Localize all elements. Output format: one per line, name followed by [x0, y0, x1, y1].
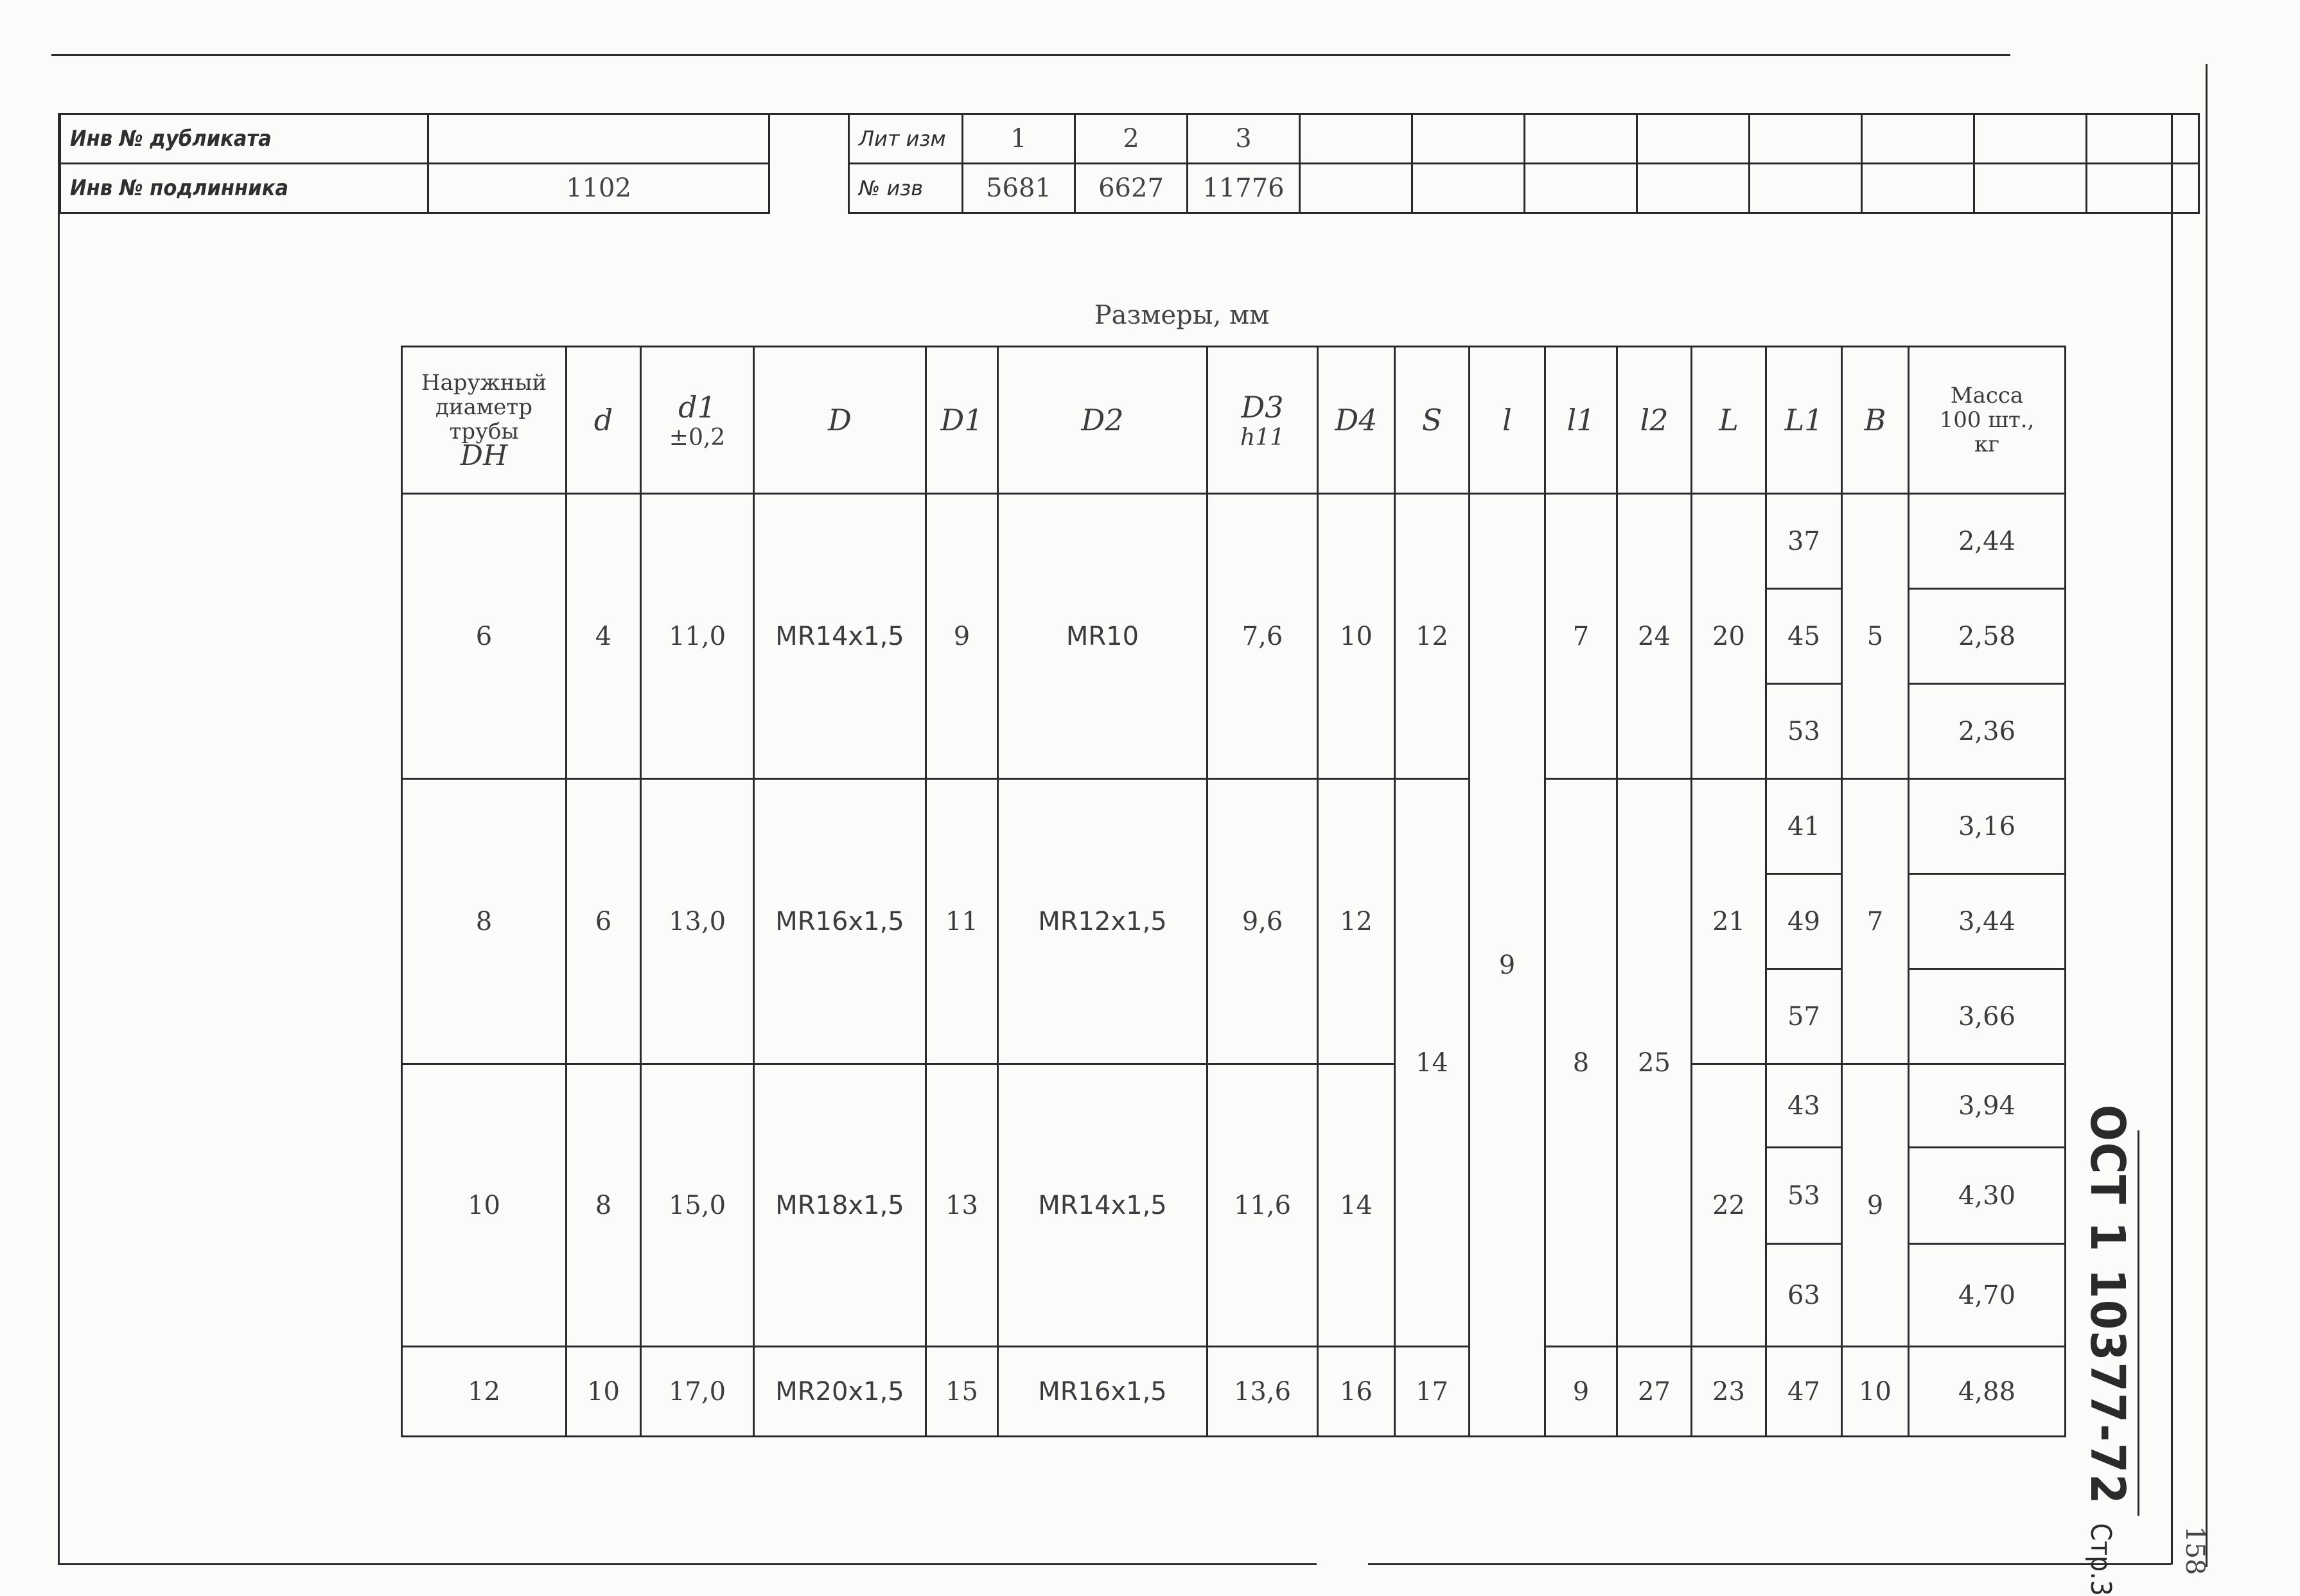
cell-L1: 49 [1766, 874, 1842, 969]
revision-label: Лит изм [849, 114, 963, 164]
cell-D: MR20x1,5 [754, 1347, 926, 1437]
header-symbol: d1 [678, 389, 716, 425]
cell-d1: 11,0 [641, 494, 754, 779]
header-d: d [566, 347, 641, 494]
header-B: B [1842, 347, 1909, 494]
notice-cell [1525, 164, 1637, 213]
revision-cell [1974, 114, 2087, 164]
original-row [60, 164, 769, 213]
cell-d: 8 [566, 1064, 641, 1347]
revision-cell [1750, 114, 1862, 164]
revision-cell: 2 [1075, 114, 1188, 164]
cell-B: 10 [1842, 1347, 1909, 1437]
cell-D1: 15 [926, 1347, 998, 1437]
header-text: кг [1974, 432, 2000, 457]
cell-D2: MR14x1,5 [998, 1064, 1207, 1347]
cell-mass: 2,44 [1909, 494, 2066, 589]
designation-rule [2138, 1130, 2139, 1516]
cell-L1: 41 [1766, 779, 1842, 874]
cell-L1: 45 [1766, 589, 1842, 684]
cell-l1: 7 [1545, 494, 1617, 779]
header-symbol: D3 [1241, 389, 1284, 425]
notice-cell [2087, 164, 2199, 213]
cell-mass: 3,16 [1909, 779, 2066, 874]
top-rule [51, 54, 2010, 56]
cell-D: MR14x1,5 [754, 494, 926, 779]
cell-d: 10 [566, 1347, 641, 1437]
cell-l1: 8 [1545, 779, 1617, 1347]
designation-code: ОСТ 1 10377-72 [2080, 1105, 2135, 1505]
duplicate-row [60, 114, 769, 164]
revision-cell [1412, 114, 1525, 164]
notice-cell: 5681 [963, 164, 1075, 213]
cell-D2: MR16x1,5 [998, 1347, 1207, 1437]
revision-table [848, 113, 2200, 214]
cell-d: 4 [566, 494, 641, 779]
cell-outer-diameter: 10 [402, 1064, 566, 1347]
cell-D2: MR12x1,5 [998, 779, 1207, 1064]
frame-bottom [58, 1563, 1317, 1565]
cell-outer-diameter: 8 [402, 779, 566, 1064]
cell-l: 9 [1470, 494, 1545, 1437]
revision-cell [1525, 114, 1637, 164]
cell-D4: 16 [1318, 1347, 1395, 1437]
header-S: S [1395, 347, 1470, 494]
page-number-text: 158 [2180, 1526, 2209, 1575]
header-outer-diameter [402, 347, 566, 494]
cell-L1: 37 [1766, 494, 1842, 589]
notice-cell [1300, 164, 1412, 213]
cell-l2: 24 [1617, 494, 1692, 779]
frame-right [2171, 113, 2173, 1565]
cell-d: 6 [566, 779, 641, 1064]
header-D4: D4 [1318, 347, 1395, 494]
header-text: Наружный [421, 369, 547, 396]
table-row [402, 779, 2066, 874]
cell-L: 21 [1692, 779, 1766, 1064]
table-row [402, 1064, 2066, 1148]
cell-D3: 9,6 [1207, 779, 1318, 1064]
revision-cell [2087, 114, 2199, 164]
cell-B: 9 [1842, 1064, 1909, 1347]
cell-S: 17 [1395, 1347, 1470, 1437]
header-l2: l2 [1617, 347, 1692, 494]
cell-mass: 3,94 [1909, 1064, 2066, 1148]
header-text: 100 шт., [1939, 407, 2035, 433]
revision-row [849, 114, 2199, 164]
cell-mass: 3,44 [1909, 874, 2066, 969]
cell-D: MR16x1,5 [754, 779, 926, 1064]
frame-bottom-right [1368, 1563, 2171, 1565]
revision-cell [1862, 114, 1974, 164]
header-text: трубы [449, 418, 519, 444]
standard-designation [2077, 1105, 2135, 1596]
cell-D1: 11 [926, 779, 998, 1064]
cell-D1: 13 [926, 1064, 998, 1347]
cell-mass: 3,66 [1909, 969, 2066, 1064]
cell-B: 7 [1842, 779, 1909, 1064]
cell-L: 22 [1692, 1064, 1766, 1347]
dimensions-caption: Размеры, мм [1094, 301, 1270, 330]
header-l: l [1470, 347, 1545, 494]
outer-right-rule [2206, 64, 2208, 1567]
cell-D1: 9 [926, 494, 998, 779]
cell-D3: 13,6 [1207, 1347, 1318, 1437]
header-D2: D2 [998, 347, 1207, 494]
cell-L: 23 [1692, 1347, 1766, 1437]
revision-cell [1300, 114, 1412, 164]
header-tolerance: ±0,2 [669, 424, 726, 451]
cell-d1: 17,0 [641, 1347, 754, 1437]
duplicate-label: Инв № дубликата [60, 114, 428, 164]
cell-D4: 12 [1318, 779, 1395, 1064]
header-row [402, 347, 2066, 494]
cell-D4: 10 [1318, 494, 1395, 779]
cell-L1: 53 [1766, 1148, 1842, 1244]
cell-D3: 7,6 [1207, 494, 1318, 779]
cell-d1: 15,0 [641, 1064, 754, 1347]
notice-cell [1412, 164, 1525, 213]
cell-mass: 4,88 [1909, 1347, 2066, 1437]
duplicate-value [428, 114, 769, 164]
cell-D2: MR10 [998, 494, 1207, 779]
cell-outer-diameter: 6 [402, 494, 566, 779]
cell-L1: 53 [1766, 684, 1842, 779]
dimensions-table [401, 346, 2066, 1437]
notice-label: № изв [849, 164, 963, 213]
header-l1: l1 [1545, 347, 1617, 494]
cell-mass: 2,36 [1909, 684, 2066, 779]
header-fit: h11 [1240, 424, 1285, 451]
table-row [402, 1347, 2066, 1437]
revision-cell [1637, 114, 1750, 164]
cell-D3: 11,6 [1207, 1064, 1318, 1347]
cell-mass: 4,70 [1909, 1244, 2066, 1347]
cell-L1: 43 [1766, 1064, 1842, 1148]
cell-S: 12 [1395, 494, 1470, 779]
cell-L1: 57 [1766, 969, 1842, 1064]
header-L1: L1 [1766, 347, 1842, 494]
cell-D4: 14 [1318, 1064, 1395, 1347]
notice-cell [1750, 164, 1862, 213]
notice-cell: 11776 [1188, 164, 1300, 213]
cell-d1: 13,0 [641, 779, 754, 1064]
header-D: D [754, 347, 926, 494]
cell-L1: 63 [1766, 1244, 1842, 1347]
cell-S: 14 [1395, 779, 1470, 1347]
notice-cell: 6627 [1075, 164, 1188, 213]
sheet-label: Стр.3 [2084, 1523, 2117, 1596]
cell-mass: 4,30 [1909, 1148, 2066, 1244]
table-row [402, 494, 2066, 589]
cell-l2: 27 [1617, 1347, 1692, 1437]
revision-cell: 1 [963, 114, 1075, 164]
inventory-table [59, 113, 770, 214]
revision-cell: 3 [1188, 114, 1300, 164]
header-text: Масса [1950, 383, 2024, 408]
header-d1 [641, 347, 754, 494]
header-mass [1909, 347, 2066, 494]
header-L: L [1692, 347, 1766, 494]
header-D1: D1 [926, 347, 998, 494]
original-value: 1102 [428, 164, 769, 213]
page-number [2171, 1526, 2229, 1575]
frame-left [58, 113, 60, 1565]
designation-text [2077, 1105, 2135, 1596]
original-label: Инв № подлинника [60, 164, 428, 213]
cell-outer-diameter: 12 [402, 1347, 566, 1437]
header-D3 [1207, 347, 1318, 494]
cell-mass: 2,58 [1909, 589, 2066, 684]
cell-l1: 9 [1545, 1347, 1617, 1437]
cell-B: 5 [1842, 494, 1909, 779]
notice-cell [1862, 164, 1974, 213]
notice-cell [1974, 164, 2087, 213]
cell-D: MR18x1,5 [754, 1064, 926, 1347]
cell-L: 20 [1692, 494, 1766, 779]
cell-L1: 47 [1766, 1347, 1842, 1437]
cell-l2: 25 [1617, 779, 1692, 1347]
notice-cell [1637, 164, 1750, 213]
header-symbol: DH [460, 439, 508, 472]
header-text: диаметр [435, 394, 532, 420]
notice-row [849, 164, 2199, 213]
